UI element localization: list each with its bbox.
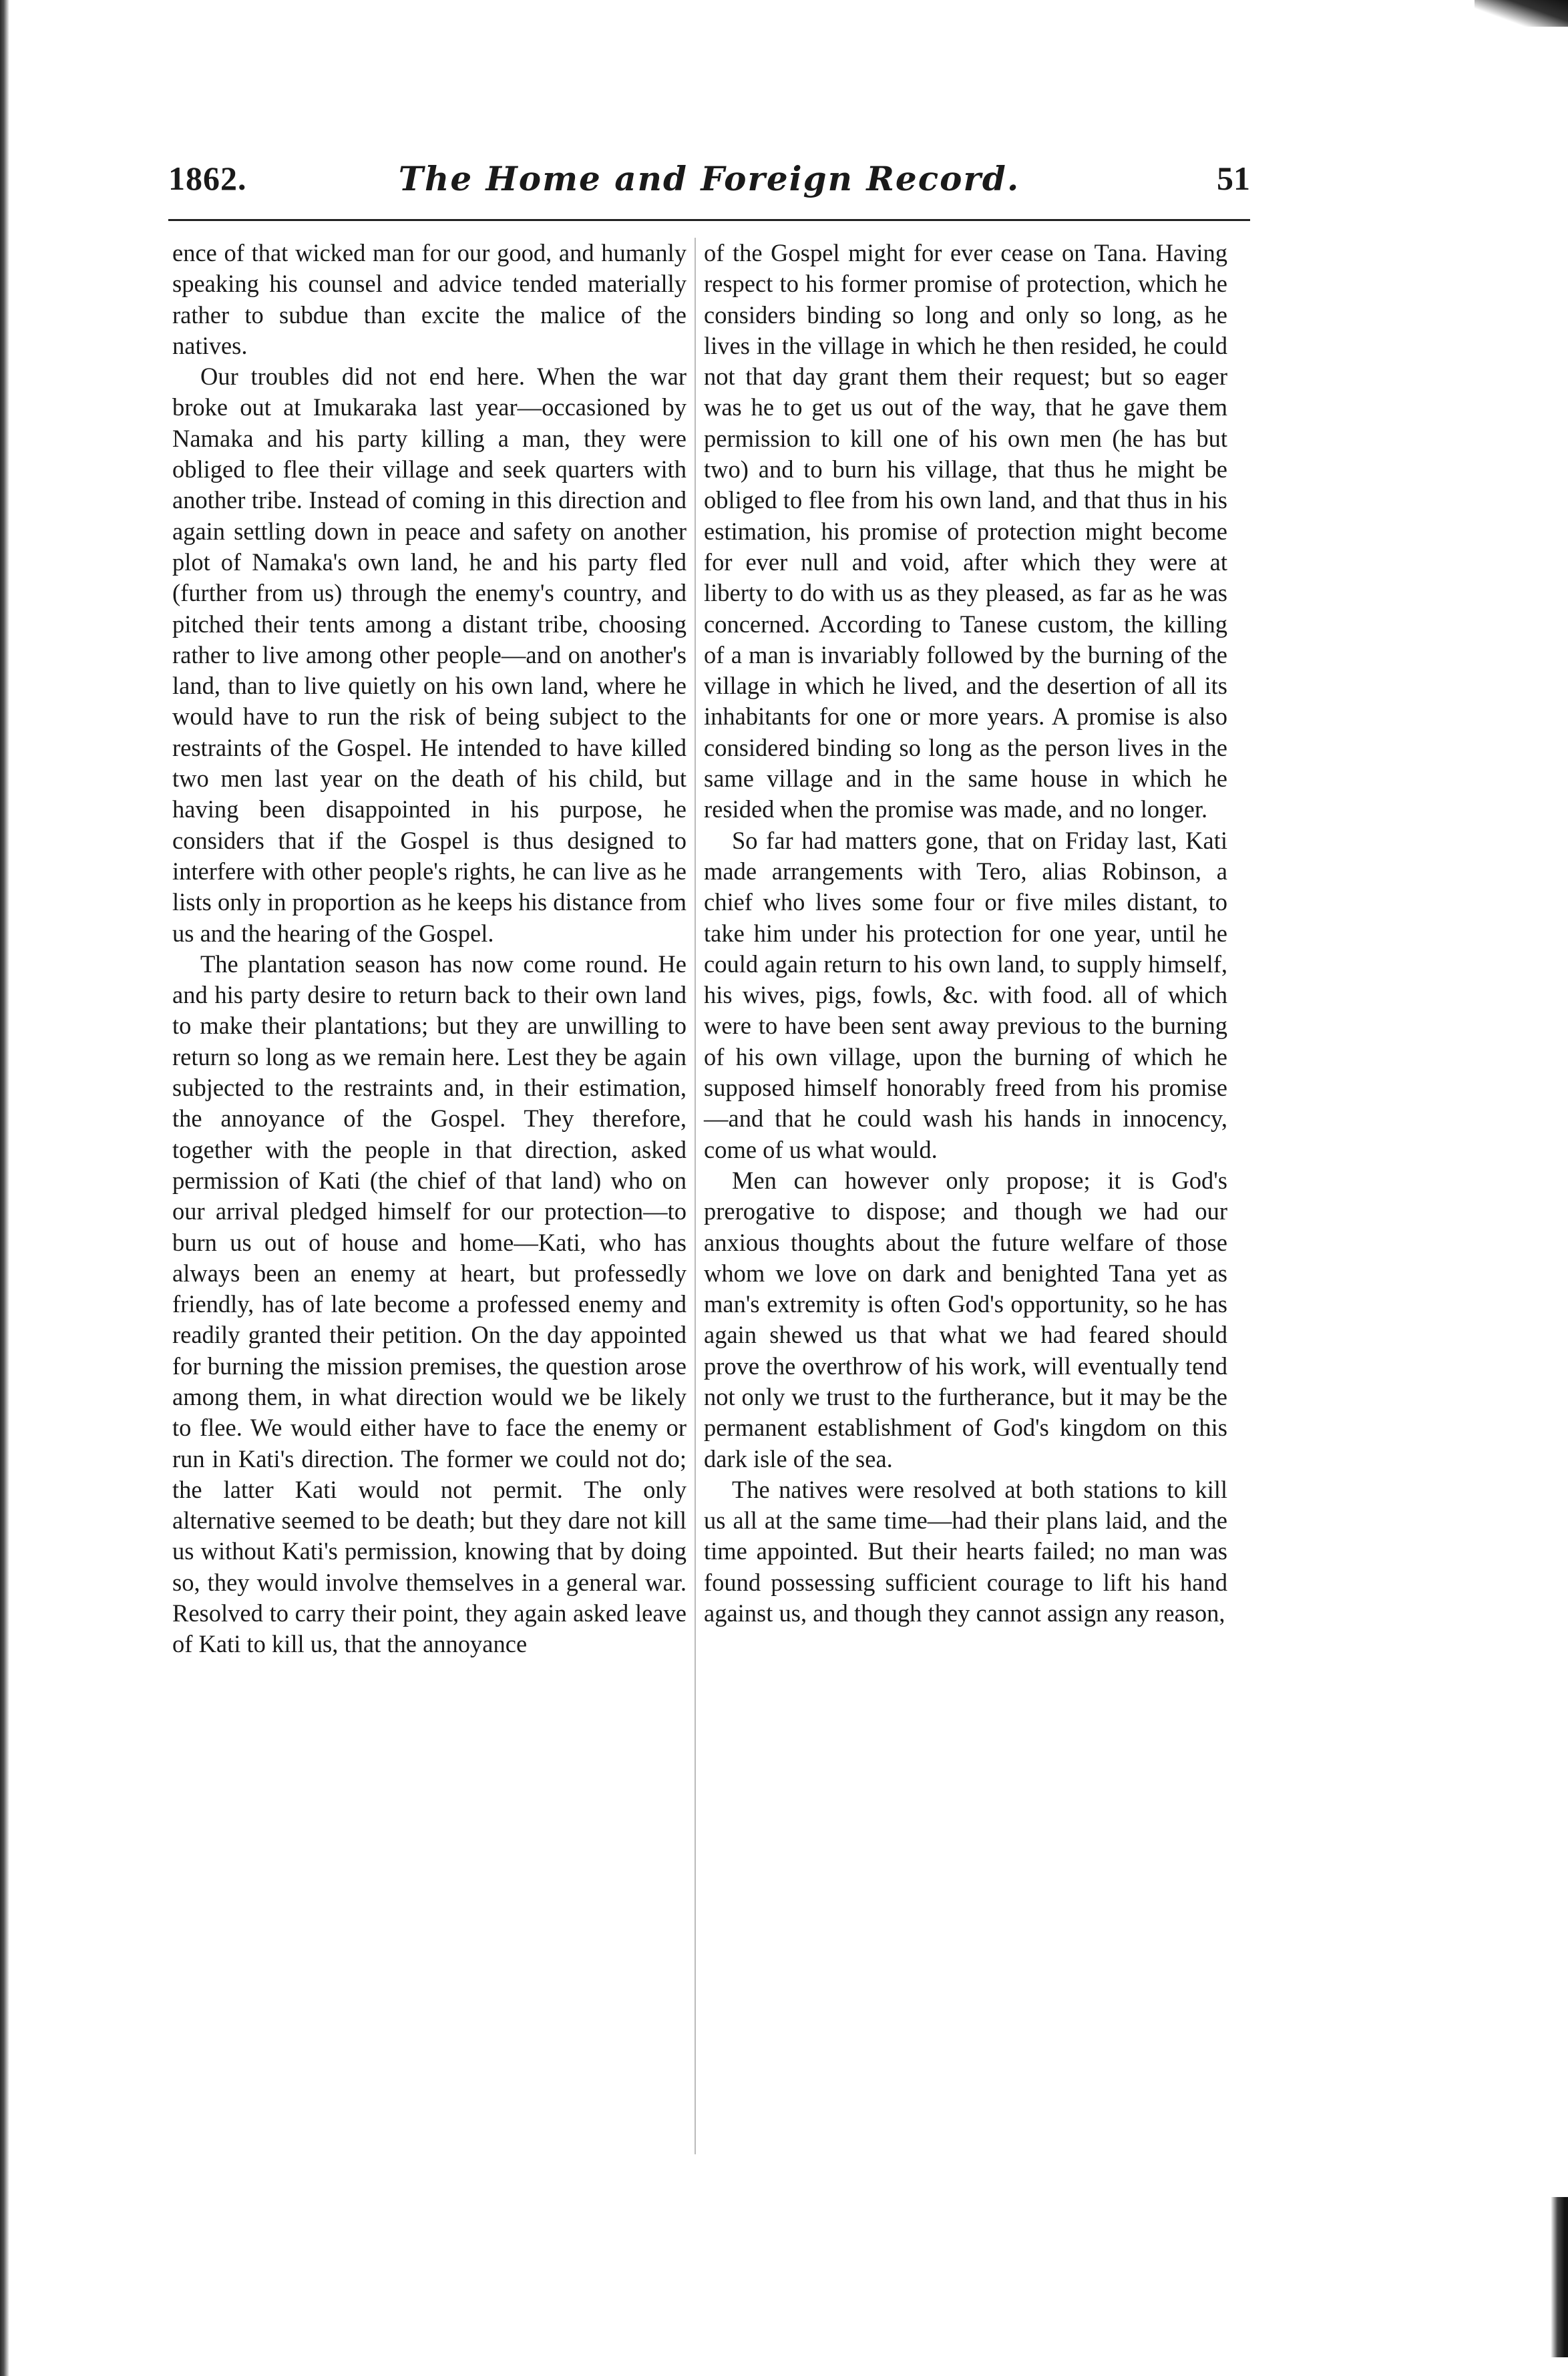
- scan-edge-mark: [1551, 2197, 1568, 2357]
- right-column: [704, 238, 1227, 1629]
- paragraph: So far had matters gone, that on Friday last, Kati made arrangements with Tero, alias Robinson, a chief who lives some four or five miles distant, to take him under his protection for one year, until he could again return to his own land, to supply himself, his wives, pigs, fowls, &c. with food. all of which were to have been sent away previous to the burning of his own village, upon the burning of which he supposed himself honorably freed from his promise—and that he could wash his hands in innocency, come of us what would.: [704, 826, 1227, 1163]
- running-title: The Home and Foreign Record.: [398, 159, 1020, 198]
- page-number: 51: [1217, 160, 1250, 197]
- left-column: [172, 238, 687, 1660]
- scan-corner-mark: [1475, 0, 1568, 27]
- page-year: 1862.: [168, 160, 247, 197]
- header-rule: [168, 219, 1250, 221]
- paragraph: The plantation season has now come round. He and his party desire to return back to their own land to make their plantations; but they are unwilling to return so long as we remain here. Lest they be again subjected to the restraints and, in their estimation, the annoyance of the Gospel. They therefore, together with the people in that direction, asked permission of Kati (the chief of that land) who on our arrival pledged himself for our protection—to burn us out of house and home—Kati, who has always been an enemy at heart, but professedly friendly, has of late become a professed enemy and readily granted their petition. On the day appointed for burning the mission premises, the question arose among them, in what direction would we be likely to flee. We would either have to face the enemy or run in Kati's direction. The former we could not do; the latter Kati would not permit. The only alternative seemed to be death; but they dare not kill us without Kati's permission, knowing that by doing so, they would involve themselves in a general war. Resolved to carry their point, they again asked leave of Kati to kill us, that the annoyance: [172, 950, 687, 1658]
- paragraph: of the Gospel might for ever cease on Tana. Having respect to his former promise of protection, which he considers binding so long and only so long, as he lives in the village in which he then resided, he could not that day grant them their request; but so eager was he to get us out of the way, that he gave them permission to kill one of his own men (he has but two) and to burn his village, that thus he might be obliged to flee from his own land, and that thus in his estimation, his promise of protection might become for ever null and void, after which they were at liberty to do with us as they pleased, as far as he was concerned. According to Tanese custom, the killing of a man is invariably followed by the burning of the village in which he lived, and the desertion of all its inhabitants for one or more years. A promise is also considered binding so long as the person lives in the same village and in the same house in which he resided when the promise was made, and no longer.: [704, 239, 1227, 823]
- paragraph: The natives were resolved at both stations to kill us all at the same time—had their plans laid, and the time appointed. But their hearts failed; no man was found possessing sufficient courage to lift his hand against us, and though they cannot assign any reason,: [704, 1475, 1227, 1627]
- column-divider: [695, 238, 696, 2154]
- paragraph: Our troubles did not end here. When the war broke out at Imukaraka last year—occasioned by Namaka and his party killing a man, they were obliged to flee their village and seek quarters with another tribe. Instead of coming in this direction and again settling down in peace and safety on another plot of Namaka's own land, he and his party fled (further from us) through the enemy's country, and pitched their tents among a distant tribe, choosing rather to live among other people—and on another's land, than to live quietly on his own land, where he would have to run the risk of being subject to the restraints of the Gospel. He intended to have killed two men last year on the death of his child, but having been disappointed in his purpose, he considers that if the Gospel is thus designed to interfere with other people's rights, he can live as he lists only in proportion as he keeps his distance from us and the hearing of the Gospel.: [172, 363, 687, 947]
- scan-edge-shadow: [0, 0, 9, 2376]
- paragraph: ence of that wicked man for our good, and humanly speaking his counsel and advice tended materially rather to subdue than excite the malice of the natives.: [172, 239, 687, 359]
- paragraph: Men can however only propose; it is God's prerogative to dispose; and though we had our anxious thoughts about the future welfare of those whom we love on dark and benighted Tana yet as man's extremity is often God's opportunity, so he has again shewed us that what we had feared should prove the overthrow of his work, will eventually tend not only we trust to the furtherance, but it may be the permanent establishment of God's kingdom on this dark isle of the sea.: [704, 1166, 1227, 1472]
- page-header: [168, 159, 1250, 219]
